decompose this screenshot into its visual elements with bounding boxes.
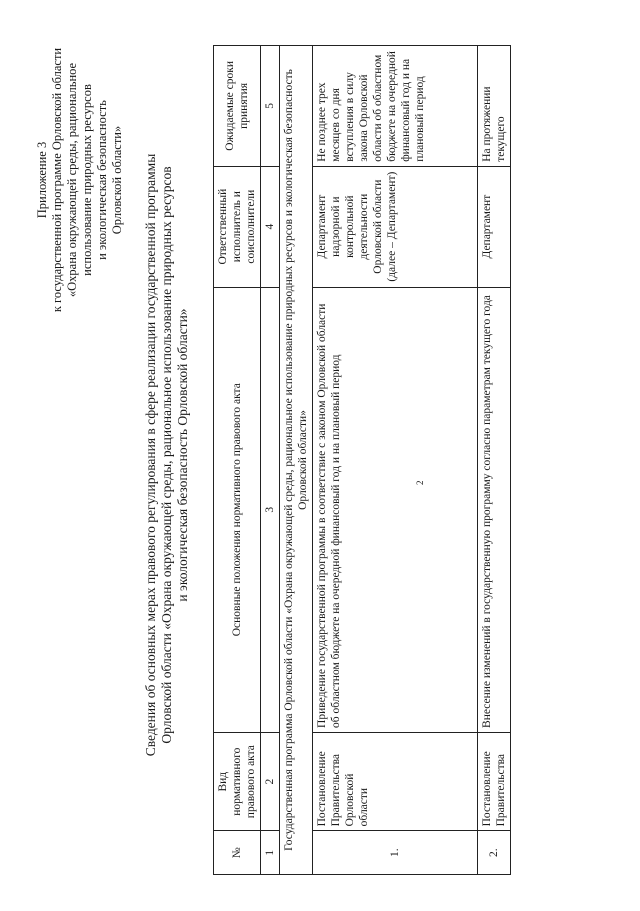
program-row [280,46,313,875]
index-cell: 3 [261,287,280,732]
row-executor: Департамент надзорной и контрольной деятельности Орловской области (далее – Департамент) [313,166,478,287]
header-provisions: Основные положения нормативного правового акта [214,287,261,732]
header-deadline: Ожидаемые сроки принятия [214,46,261,167]
appendix-line: к государственной программе Орловской области [50,47,64,313]
row-deadline: На протяжении текущего [478,46,511,167]
index-row [261,46,280,875]
table-row [478,46,511,875]
header-number: № [214,831,261,875]
index-cell: 1 [261,831,280,875]
row-number: 1. [313,831,478,875]
stray-mark: 2 [415,480,425,485]
program-title-cell: Государственная программа Орловской области «Охрана окружающей среды, рациональное использование природных ресурсов и экологическая безопасность Орловской области» [280,46,313,875]
index-cell: 4 [261,166,280,287]
index-cell: 2 [261,732,280,830]
row-provisions: Внесение изменений в государственную программу согласно параметрам текущего года [478,287,511,732]
appendix-header [35,45,125,315]
row-number: 2. [478,831,511,875]
appendix-line: и экологическая безопасность [95,100,109,260]
document-heading [143,65,191,845]
table-header-row [214,46,261,875]
row-deadline: Не позднее трех месяцев со дня вступления в силу закона Орловской области об областном бюджете на очередной финансовый год и на плановый период [313,46,478,167]
index-cell: 5 [261,46,280,167]
rotated-document-sheet [25,25,615,885]
row-executor: Департамент [478,166,511,287]
row-act-type: Постановление Правительства [478,732,511,830]
heading-line: Сведения об основных мерах правового регулирования в сфере реализации государственной программы [143,153,158,757]
appendix-line: использование природных ресурсов [80,84,94,276]
appendix-line: Приложение 3 [35,141,49,219]
heading-line: Орловской области «Охрана окружающей среды, рациональное использование природных ресурсов [159,166,174,744]
appendix-line: Орловской области» [110,125,124,235]
table-row [313,46,478,875]
appendix-line: «Охрана окружающей среды, рациональное [65,62,79,298]
row-act-type: Постановление Правительства Орловской области [313,732,478,830]
header-executor: Ответственный исполнитель и соисполнители [214,166,261,287]
regulation-table [213,45,511,875]
header-act-type: Вид нормативного правового акта [214,732,261,830]
heading-line: и экологическая безопасность Орловской области» [175,308,190,602]
row-provisions: Приведение государственной программы в соответствие с законом Орловской области об областном бюджете на очередной финансовый год и на плановый период [313,287,478,732]
